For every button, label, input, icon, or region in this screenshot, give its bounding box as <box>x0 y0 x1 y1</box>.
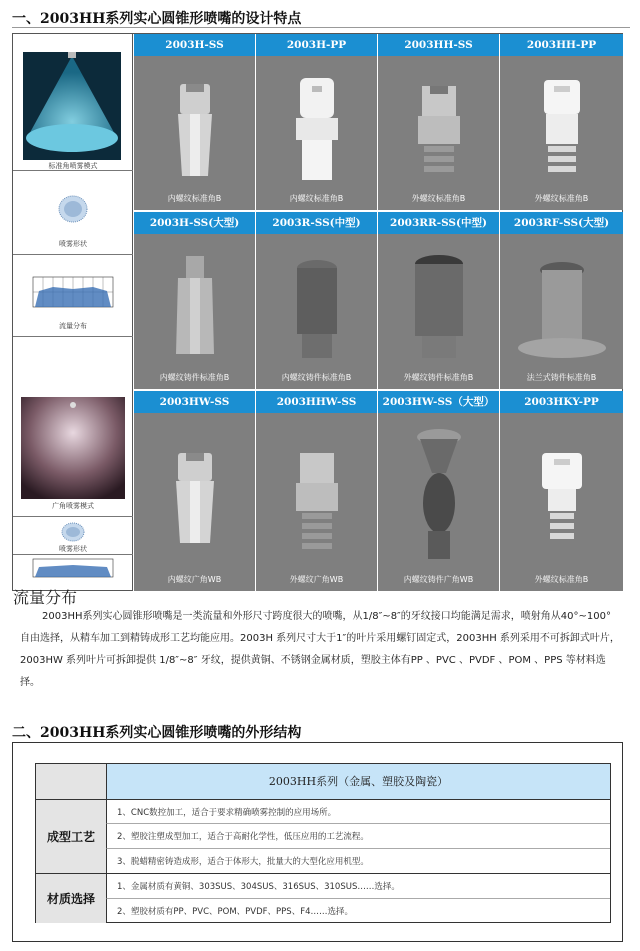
product-caption: 外螺纹标准角B <box>534 575 589 584</box>
nozzle-image <box>500 413 622 591</box>
nozzle-image <box>378 234 500 389</box>
wide-spray-panel <box>13 391 133 517</box>
product-header: 2003HHW-SS <box>255 391 377 413</box>
structure-table <box>12 742 623 942</box>
section-2-title: 二、2003HH系列实心圆锥形喷嘴的外形结构 <box>12 725 302 741</box>
nozzle-image <box>134 234 256 389</box>
nozzle-image <box>256 413 378 591</box>
product-header: 2003HH-PP <box>499 34 623 56</box>
section-1-rule <box>12 27 630 28</box>
product-caption: 外螺纹广角WB <box>289 575 344 584</box>
flow-distribution-panel-2 <box>13 555 133 607</box>
product-cell <box>133 56 255 210</box>
product-header: 2003HW-SS（大型） <box>377 391 499 413</box>
nozzle-image <box>134 56 256 210</box>
product-cell <box>377 56 499 210</box>
product-caption: 外螺纹铸件标准角B <box>403 373 474 382</box>
product-header: 2003RR-SS(中型) <box>377 212 499 234</box>
structure-table-inner <box>35 763 611 923</box>
product-caption: 法兰式铸件标准角B <box>526 373 597 382</box>
standard-spray-image <box>13 34 133 171</box>
nozzle-image <box>256 234 378 389</box>
table-row: 1、CNC数控加工，适合于要求精确喷雾控制的应用场所。 <box>106 800 610 824</box>
product-cell <box>499 56 623 210</box>
flow-distribution-panel <box>13 255 133 337</box>
table-row: 2、塑胶注塑成型加工，适合于高耐化学性，低压应用的工艺流程。 <box>106 824 610 849</box>
product-caption: 内螺纹铸件标准角B <box>281 373 352 382</box>
table-row: 2、塑胶材质有PP、PVC、POM、PVDF、PPS、F4……选择。 <box>106 899 610 923</box>
product-cell <box>133 413 255 591</box>
product-caption: 内螺纹铸件广角WB <box>403 575 474 584</box>
product-cell <box>255 56 377 210</box>
product-caption: 内螺纹标准角B <box>167 194 222 203</box>
product-cell <box>499 234 623 389</box>
nozzle-image <box>500 56 622 210</box>
spray-shape-panel-2 <box>13 517 133 555</box>
nozzle-image <box>378 413 500 591</box>
standard-spray-caption: 标准角喷雾模式 <box>48 162 98 170</box>
spray-shape-caption: 喷雾形状 <box>59 240 87 248</box>
product-caption: 内螺纹铸件标准角B <box>159 373 230 382</box>
description-paragraph: 2003HH系列实心圆锥形喷嘴是一类流量和外形尺寸跨度很大的喷嘴，从1/8″~8″的牙纹接口均能满足需求，喷射角从40°~100° 自由选择，从精车加工到精铸成形工艺均能应用。2003H 系列尺寸大于1″的叶片采用螺钉固定式，2003HH 系列采用不可拆卸式叶片，2003HW 系列叶片可拆卸提供 1/8″~8″ 牙纹，提供黄铜、不锈钢金属材质，塑胶主体有PP 、PVC 、PVDF 、POM 、PPS 等材料选择。 <box>20 611 620 688</box>
product-caption: 内螺纹标准角B <box>289 194 344 203</box>
product-header: 2003HH-SS <box>377 34 499 56</box>
table-corner <box>36 764 106 800</box>
product-header: 2003RF-SS(大型) <box>499 212 623 234</box>
product-cell <box>499 413 623 591</box>
flow-distribution-caption: 流量分布 <box>59 322 87 330</box>
table-row: 3、脱蜡精密铸造成形，适合于体形大，批量大的大型化应用机型。 <box>106 849 610 874</box>
product-caption: 外螺纹标准角B <box>534 194 589 203</box>
product-caption: 内螺纹广角WB <box>167 575 222 584</box>
flow-distribution-chart-2 <box>13 555 133 581</box>
nozzle-image <box>134 413 256 591</box>
standard-spray-panel <box>13 34 133 171</box>
product-header: 2003HKY-PP <box>499 391 623 413</box>
spray-shape-caption-2: 喷雾形状 <box>59 545 87 553</box>
wide-spray-image <box>13 391 133 517</box>
product-cell <box>255 413 377 591</box>
product-header: 2003H-PP <box>255 34 377 56</box>
flow-distribution-caption-2: 流量分布 <box>13 588 78 607</box>
group-label-forming: 成型工艺 <box>36 800 106 874</box>
spray-shape-panel <box>13 171 133 255</box>
product-header: 2003H-SS <box>133 34 255 56</box>
wide-spray-caption: 广角喷雾模式 <box>52 502 94 510</box>
product-cell <box>255 234 377 389</box>
product-cell <box>377 413 499 591</box>
product-grid <box>12 33 623 607</box>
nozzle-image <box>378 56 500 210</box>
product-header: 2003HW-SS <box>133 391 255 413</box>
product-header: 2003H-SS(大型) <box>133 212 255 234</box>
nozzle-image <box>256 56 378 210</box>
section-1-title: 一、2003HH系列实心圆锥形喷嘴的设计特点 <box>12 11 302 27</box>
product-header: 2003R-SS(中型) <box>255 212 377 234</box>
product-cell <box>133 234 255 389</box>
product-cell <box>377 234 499 389</box>
product-caption: 外螺纹标准角B <box>411 194 466 203</box>
group-label-material: 材质选择 <box>36 874 106 923</box>
table-row: 1、金属材质有黄铜、303SUS、304SUS、316SUS、310SUS……选择。 <box>106 874 610 899</box>
table-header: 2003HH系列（金属、塑胶及陶瓷） <box>106 764 610 800</box>
spray-pattern-column <box>13 34 133 607</box>
nozzle-image <box>500 234 622 389</box>
